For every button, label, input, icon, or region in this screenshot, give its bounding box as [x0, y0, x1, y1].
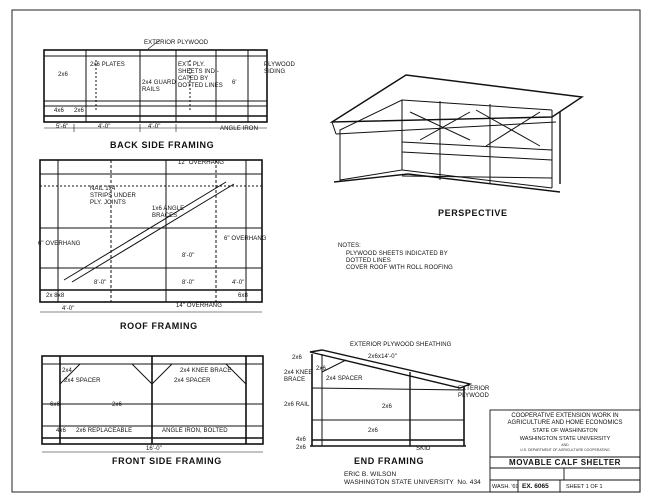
- notes-line-2: DOTTED LINES: [346, 258, 391, 264]
- front-angle-iron-label: ANGLE IRON, BOLTED: [162, 428, 228, 434]
- back-side-framing-title: BACK SIDE FRAMING: [110, 140, 215, 150]
- end-spacer-label: 2x4 SPACER: [326, 376, 363, 382]
- back-guard-rails-label: 2x4 GUARD RAILS: [142, 80, 176, 93]
- end-sheathing-label: EXTERIOR PLYWOOD SHEATHING: [350, 342, 452, 348]
- roof-dim-2x8: 2x 8x8: [46, 293, 65, 299]
- roof-framing-title: ROOF FRAMING: [120, 321, 198, 331]
- front-side-framing-title: FRONT SIDE FRAMING: [112, 456, 222, 466]
- back-dim-mid1: 4'-0": [98, 124, 111, 130]
- back-plywood-siding-label: PLYWOOD SIDING: [264, 62, 295, 75]
- title-block-state: STATE OF WASHINGTON: [532, 428, 598, 434]
- roof-overhang-right-label: 6" OVERHANG: [224, 236, 267, 242]
- front-spacer-right-label: 2x4 SPACER: [174, 378, 211, 384]
- notes-heading: NOTES:: [338, 243, 361, 249]
- front-post-label: 6x6: [50, 402, 60, 408]
- end-top-2x6-label: 2x6: [292, 355, 302, 361]
- institution-label: WASHINGTON STATE UNIVERSITY No. 434: [344, 479, 481, 486]
- back-height-label: 6': [232, 80, 237, 86]
- roof-angle-braces-label: 1x6 ANGLE BRACES: [152, 206, 185, 219]
- front-rail-label: 2x6: [112, 402, 122, 408]
- notes-line-1: PLYWOOD SHEETS INDICATED BY: [346, 251, 448, 257]
- roof-overhang-top-label: 12" OVERHANG: [178, 160, 225, 166]
- roof-nail-strips-label: NAIL 1x4 STRIPS UNDER PLY. JOINTS: [90, 186, 136, 206]
- title-block-sheet: SHEET 1 OF 1: [566, 484, 603, 490]
- front-knee-brace-label: 2x4 KNEE BRACE: [180, 368, 232, 374]
- front-dim-bottom: 16'-0": [146, 446, 162, 452]
- roof-dim-8-c: 8'-0": [182, 280, 195, 286]
- front-2x4-label: 2x4: [62, 368, 72, 374]
- title-block-date: WASH. '69: [492, 484, 519, 490]
- back-plates-label: 2x6 PLATES: [90, 62, 125, 68]
- back-angle-iron-label: ANGLE IRON: [220, 126, 259, 132]
- back-exterior-plywood-label: EXTERIOR PLYWOOD: [144, 40, 209, 46]
- front-replaceable-label: 2x6 REPLACEABLE: [76, 428, 133, 434]
- perspective-title: PERSPECTIVE: [438, 208, 508, 218]
- back-dim-mid2: 4'-0": [148, 124, 161, 130]
- roof-overhang-left-label: 6" OVERHANG: [38, 241, 81, 247]
- end-rafter-label: 2x6x14'-0": [368, 354, 397, 360]
- title-block-plan-no: EX. 6065: [522, 483, 549, 490]
- end-lower-2x6-label: 2x6: [368, 428, 378, 434]
- notes-line-3: COVER ROOF WITH ROLL ROOFING: [346, 265, 453, 271]
- back-stud-label: 2x6: [58, 72, 68, 78]
- back-ext-ply-note: EXT. PLY. SHEETS INDI- CATED BY DOTTED LINES: [178, 62, 223, 89]
- roof-dim-6x8: 6x8: [238, 293, 248, 299]
- roof-dim-8-a: 8'-0": [182, 253, 195, 259]
- end-mid-2x6-label: 2x6: [382, 404, 392, 410]
- roof-dim-8-b: 8'-0": [94, 280, 107, 286]
- drawing-title: MOVABLE CALF SHELTER: [509, 458, 621, 467]
- front-bottom-4x6-label: 4x6: [56, 428, 66, 434]
- front-spacer-left-label: 2x4 SPACER: [64, 378, 101, 384]
- end-framing: [310, 350, 470, 446]
- roof-dim-4-b: 4'-0": [62, 306, 75, 312]
- title-block-agency: COOPERATIVE EXTENSION WORK IN AGRICULTURE AND HOME ECONOMICS: [507, 413, 623, 426]
- end-skid-4x6-label: 4x6: [296, 437, 306, 443]
- back-bottom-4x6-label: 4x6: [54, 108, 64, 114]
- back-dim-left: 5'-6": [56, 124, 69, 130]
- title-block-fine-print: AND U.S. DEPARTMENT OF AGRICULTURE COOPERATING: [520, 443, 610, 452]
- title-block-university: WASHINGTON STATE UNIVERSITY: [519, 436, 611, 442]
- end-ext-plywood-label: EXTERIOR PLYWOOD: [458, 386, 490, 399]
- end-framing-title: END FRAMING: [354, 456, 425, 466]
- end-rail-label: 2x6 RAIL: [284, 402, 310, 408]
- end-skid-label: SKID: [416, 446, 431, 452]
- roof-dim-4-a: 4'-0": [232, 280, 245, 286]
- perspective-view: [332, 75, 582, 192]
- end-skid-2x6-label: 2x6: [296, 445, 306, 451]
- author-label: ERIC B. WILSON: [344, 471, 397, 478]
- back-bottom-2x6-label: 2x6: [74, 108, 84, 114]
- end-knee-brace-label: 2x4 KNEE BRACE: [284, 370, 313, 383]
- end-knee-2x6-label: 2x6: [316, 366, 326, 372]
- roof-overhang-bottom-label: 14" OVERHANG: [176, 303, 223, 309]
